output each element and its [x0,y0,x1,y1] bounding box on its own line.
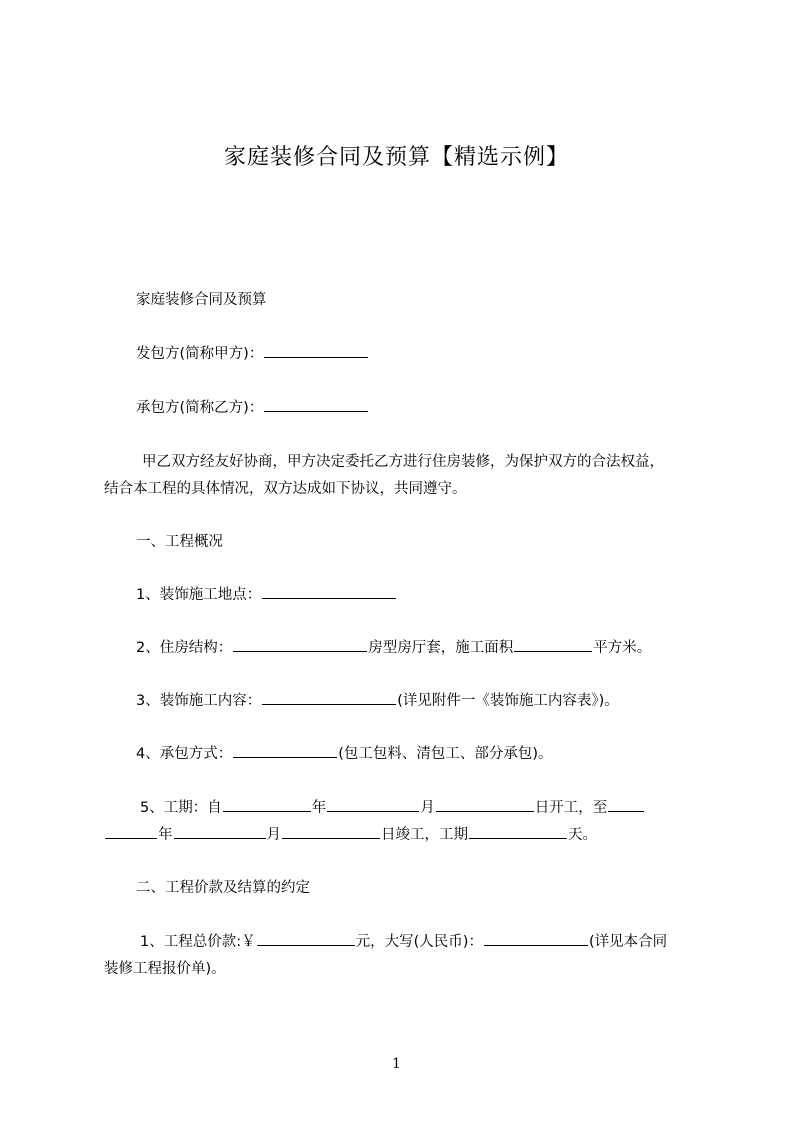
start-day-blank[interactable] [436,810,534,812]
days-text: 天。 [568,827,597,843]
month-text: 月 [420,800,435,816]
party-a-label: 发包方(简称甲方)： [136,346,264,362]
item2-line [136,638,651,658]
item3-line [136,691,619,711]
item1-label: 1、装饰施工地点： [136,587,262,603]
duration-blank[interactable] [469,837,567,839]
intro-line-2: 结合本工程的具体情况，双方达成如下协议，共同遵守。 [104,481,467,497]
item4-tail: (包工包料、清包工、部分承包)。 [338,746,553,762]
party-b-blank[interactable] [264,410,368,412]
start-month-blank[interactable] [327,810,419,812]
intro-line-1: 甲乙双方经友好协商，甲方决定委托乙方进行住房装修，为保护双方的合法权益， [142,454,664,470]
day-start-text: 日开工，至 [534,800,608,816]
party-b-line [136,398,369,418]
contract-method-blank[interactable] [233,756,337,758]
end-year-blank-part2[interactable] [105,837,157,839]
year-text: 年 [311,800,327,816]
price-label: 1、工程总价款:￥ [140,934,256,950]
item2-mid: 房型房厅套，施工面积 [368,640,514,656]
item5-line-1 [140,798,645,818]
price-mid: 元，大写(人民币)： [355,934,483,950]
month-text-2: 月 [266,827,281,843]
year-text-2: 年 [158,827,173,843]
section1-heading: 一、工程概况 [136,534,223,550]
party-a-line [136,344,369,364]
document-title: 家庭装修合同及预算【精选示例】 [223,145,569,170]
location-blank[interactable] [262,597,396,599]
party-a-blank[interactable] [264,356,368,358]
content-blank[interactable] [262,703,396,705]
end-month-blank[interactable] [174,837,266,839]
price-tail: (详见本合同 [588,934,668,950]
start-year-blank[interactable] [223,810,311,812]
day-end-text: 日竣工，工期 [381,827,468,843]
item5-line-2 [104,825,597,845]
item5-label: 5、工期：自 [140,800,222,816]
item2-tail: 平方米。 [593,640,652,656]
item2-label: 2、住房结构： [136,640,233,656]
price-amount-blank[interactable] [257,944,355,946]
subtitle: 家庭装修合同及预算 [136,292,267,308]
price-line-2: 装修工程报价单)。 [104,961,226,977]
item1-line [136,585,397,605]
item3-label: 3、装饰施工内容： [136,693,262,709]
price-line-1 [140,932,667,952]
area-blank[interactable] [514,650,592,652]
item4-label: 4、承包方式： [136,746,233,762]
end-day-blank[interactable] [282,837,380,839]
party-b-label: 承包方(简称乙方)： [136,400,264,416]
section2-heading: 二、工程价款及结算的约定 [136,880,310,896]
price-words-blank[interactable] [484,944,588,946]
item4-line [136,744,553,764]
page-number: 1 [392,1056,401,1072]
item3-tail: (详见附件一《装饰施工内容表》)。 [397,693,619,709]
structure-blank[interactable] [233,650,367,652]
end-year-blank-part1[interactable] [608,810,644,812]
